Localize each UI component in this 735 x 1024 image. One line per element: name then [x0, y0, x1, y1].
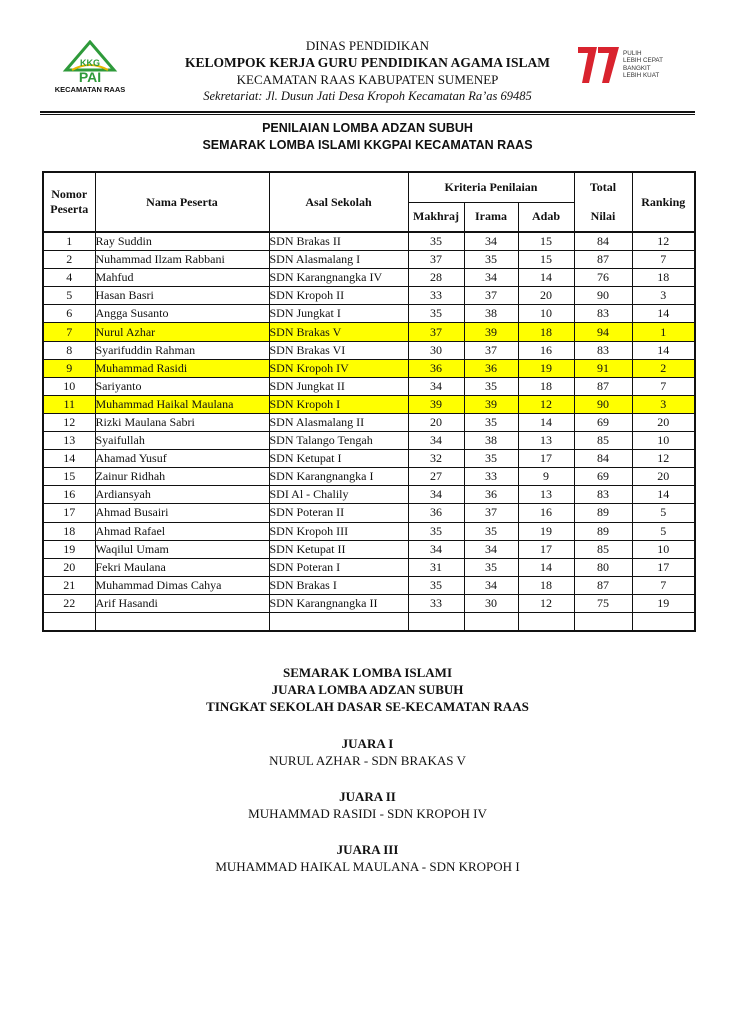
cell-asal: SDN Jungkat II [269, 377, 408, 395]
cell-makhraj: 35 [408, 576, 464, 594]
header-irama: Irama [464, 202, 518, 232]
logo-caption: KECAMATAN RAAS [54, 85, 126, 94]
cell-nomor: 12 [43, 413, 95, 431]
cell-adab: 18 [518, 576, 574, 594]
header-total: Total [574, 172, 632, 202]
juara-2-label: JUARA II [339, 789, 396, 804]
cell-nomor: 5 [43, 287, 95, 305]
cell-asal: SDN Karangnangka I [269, 468, 408, 486]
cell-nama: Muhammad Haikal Maulana [95, 395, 269, 413]
cell-irama: 39 [464, 395, 518, 413]
table-row [43, 413, 695, 431]
juara-3-name: MUHAMMAD HAIKAL MAULANA - SDN KROPOH I [215, 859, 520, 874]
cell-asal: SDI Al - Chalily [269, 486, 408, 504]
cell-total: 84 [574, 232, 632, 251]
table-row [43, 287, 695, 305]
table-row [43, 323, 695, 341]
cell-nomor: 17 [43, 504, 95, 522]
cell-makhraj: 31 [408, 558, 464, 576]
cell-adab: 16 [518, 341, 574, 359]
cell-total: 76 [574, 269, 632, 287]
number-77-icon [575, 43, 621, 87]
cell-irama: 34 [464, 232, 518, 251]
cell-total: 89 [574, 504, 632, 522]
empty-cell [43, 612, 95, 631]
cell-total: 87 [574, 576, 632, 594]
cell-ranking: 20 [632, 468, 695, 486]
juara-1-name: NURUL AZHAR - SDN BRAKAS V [269, 753, 466, 768]
cell-adab: 15 [518, 251, 574, 269]
cell-makhraj: 34 [408, 377, 464, 395]
cell-nama: Ahmad Busairi [95, 504, 269, 522]
cell-makhraj: 34 [408, 432, 464, 450]
letterhead [0, 0, 735, 112]
cell-irama: 38 [464, 432, 518, 450]
cell-adab: 14 [518, 413, 574, 431]
logo-pai-text: PAI [78, 69, 102, 85]
cell-nama: Mahfud [95, 269, 269, 287]
cell-ranking: 20 [632, 413, 695, 431]
table-row [43, 594, 695, 612]
results-line-2: JUARA LOMBA ADZAN SUBUH [271, 682, 464, 697]
cell-irama: 30 [464, 594, 518, 612]
cell-total: 89 [574, 522, 632, 540]
table-row [43, 486, 695, 504]
cell-ranking: 3 [632, 287, 695, 305]
cell-total: 87 [574, 251, 632, 269]
cell-asal: SDN Alasmalang I [269, 251, 408, 269]
cell-irama: 37 [464, 341, 518, 359]
cell-nama: Ahmad Rafael [95, 522, 269, 540]
cell-makhraj: 20 [408, 413, 464, 431]
cell-adab: 14 [518, 269, 574, 287]
header-ranking: Ranking [632, 172, 695, 232]
cell-nama: Ahamad Yusuf [95, 450, 269, 468]
cell-asal: SDN Poteran II [269, 504, 408, 522]
cell-makhraj: 33 [408, 594, 464, 612]
cell-ranking: 2 [632, 359, 695, 377]
empty-cell [464, 612, 518, 631]
table-row [43, 341, 695, 359]
cell-adab: 20 [518, 287, 574, 305]
logo-kkg-text: KKG [80, 58, 100, 68]
cell-adab: 13 [518, 432, 574, 450]
cell-makhraj: 36 [408, 359, 464, 377]
cell-adab: 15 [518, 232, 574, 251]
empty-cell [518, 612, 574, 631]
cell-asal: SDN Karangnangka IV [269, 269, 408, 287]
table-row [43, 251, 695, 269]
document-title [0, 120, 735, 154]
cell-nomor: 1 [43, 232, 95, 251]
hut-ri-77-logo [575, 43, 695, 87]
cell-makhraj: 35 [408, 522, 464, 540]
cell-adab: 18 [518, 323, 574, 341]
table-row [43, 540, 695, 558]
cell-nomor: 10 [43, 377, 95, 395]
cell-total: 90 [574, 395, 632, 413]
cell-irama: 36 [464, 486, 518, 504]
cell-ranking: 19 [632, 594, 695, 612]
header-nama-peserta: Nama Peserta [95, 172, 269, 232]
cell-nama: Nurul Azhar [95, 323, 269, 341]
cell-nama: Hasan Basri [95, 287, 269, 305]
cell-nomor: 15 [43, 468, 95, 486]
table-row [43, 450, 695, 468]
cell-makhraj: 34 [408, 486, 464, 504]
cell-makhraj: 36 [408, 504, 464, 522]
cell-irama: 35 [464, 413, 518, 431]
header-nomor-peserta: Nomor Peserta [43, 172, 95, 232]
cell-nomor: 22 [43, 594, 95, 612]
cell-asal: SDN Kropoh I [269, 395, 408, 413]
cell-asal: SDN Ketupat I [269, 450, 408, 468]
table-row [43, 558, 695, 576]
table-row [43, 468, 695, 486]
cell-asal: SDN Talango Tengah [269, 432, 408, 450]
cell-total: 87 [574, 377, 632, 395]
cell-nama: Muhammad Rasidi [95, 359, 269, 377]
cell-irama: 35 [464, 450, 518, 468]
juara-3-label: JUARA III [336, 842, 399, 857]
cell-nama: Waqilul Umam [95, 540, 269, 558]
cell-asal: SDN Brakas I [269, 576, 408, 594]
cell-total: 69 [574, 468, 632, 486]
table-row [43, 305, 695, 323]
cell-irama: 37 [464, 287, 518, 305]
cell-total: 94 [574, 323, 632, 341]
cell-ranking: 10 [632, 432, 695, 450]
cell-irama: 34 [464, 269, 518, 287]
header-kriteria-penilaian: Kriteria Penilaian [408, 172, 574, 202]
cell-makhraj: 37 [408, 251, 464, 269]
cell-nama: Ray Suddin [95, 232, 269, 251]
cell-nomor: 8 [43, 341, 95, 359]
cell-makhraj: 27 [408, 468, 464, 486]
cell-total: 84 [574, 450, 632, 468]
empty-row [43, 612, 695, 631]
header-asal-sekolah: Asal Sekolah [269, 172, 408, 232]
juara-1-label: JUARA I [341, 736, 394, 751]
cell-nama: Ardiansyah [95, 486, 269, 504]
cell-adab: 10 [518, 305, 574, 323]
cell-asal: SDN Brakas V [269, 323, 408, 341]
cell-makhraj: 28 [408, 269, 464, 287]
logo-tag-2: LEBIH CEPAT [623, 57, 664, 64]
cell-total: 83 [574, 305, 632, 323]
cell-nama: Syarifuddin Rahman [95, 341, 269, 359]
cell-asal: SDN Ketupat II [269, 540, 408, 558]
cell-nomor: 9 [43, 359, 95, 377]
cell-ranking: 17 [632, 558, 695, 576]
cell-nomor: 11 [43, 395, 95, 413]
cell-adab: 19 [518, 522, 574, 540]
header-divider [40, 111, 695, 113]
cell-irama: 34 [464, 576, 518, 594]
logo-tag-1: PULIH [623, 50, 642, 57]
table-row [43, 576, 695, 594]
header-line-2: KELOMPOK KERJA GURU PENDIDIKAN AGAMA ISLAM [185, 55, 550, 70]
cell-asal: SDN Kropoh II [269, 287, 408, 305]
cell-irama: 35 [464, 558, 518, 576]
cell-nama: Fekri Maulana [95, 558, 269, 576]
cell-adab: 14 [518, 558, 574, 576]
title-line-2: SEMARAK LOMBA ISLAMI KKGPAI KECAMATAN RAAS [202, 138, 533, 152]
cell-irama: 33 [464, 468, 518, 486]
cell-nama: Zainur Ridhah [95, 468, 269, 486]
cell-nama: Arif Hasandi [95, 594, 269, 612]
cell-adab: 16 [518, 504, 574, 522]
empty-cell [408, 612, 464, 631]
cell-adab: 17 [518, 540, 574, 558]
cell-ranking: 14 [632, 486, 695, 504]
cell-makhraj: 35 [408, 305, 464, 323]
score-table-body [43, 232, 695, 631]
header-adab: Adab [518, 202, 574, 232]
logo-tag-3: BANGKIT [623, 65, 651, 72]
cell-adab: 12 [518, 395, 574, 413]
cell-asal: SDN Karangnangka II [269, 594, 408, 612]
cell-nomor: 7 [43, 323, 95, 341]
cell-makhraj: 37 [408, 323, 464, 341]
cell-nama: Angga Susanto [95, 305, 269, 323]
cell-asal: SDN Kropoh IV [269, 359, 408, 377]
cell-asal: SDN Jungkat I [269, 305, 408, 323]
cell-asal: SDN Kropoh III [269, 522, 408, 540]
cell-nomor: 4 [43, 269, 95, 287]
cell-asal: SDN Poteran I [269, 558, 408, 576]
cell-adab: 12 [518, 594, 574, 612]
cell-nomor: 18 [43, 522, 95, 540]
table-row [43, 522, 695, 540]
cell-total: 85 [574, 540, 632, 558]
cell-nama: Nuhammad Ilzam Rabbani [95, 251, 269, 269]
cell-total: 83 [574, 341, 632, 359]
cell-adab: 17 [518, 450, 574, 468]
cell-makhraj: 39 [408, 395, 464, 413]
table-row [43, 432, 695, 450]
header-line-3: KECAMATAN RAAS KABUPATEN SUMENEP [236, 72, 499, 87]
cell-irama: 35 [464, 522, 518, 540]
cell-makhraj: 35 [408, 232, 464, 251]
logo-tag-4: LEBIH KUAT [623, 72, 660, 79]
cell-asal: SDN Brakas VI [269, 341, 408, 359]
cell-irama: 39 [464, 323, 518, 341]
juara-2-name: MUHAMMAD RASIDI - SDN KROPOH IV [248, 806, 487, 821]
cell-ranking: 14 [632, 305, 695, 323]
empty-cell [269, 612, 408, 631]
cell-ranking: 1 [632, 323, 695, 341]
cell-adab: 13 [518, 486, 574, 504]
table-row [43, 232, 695, 251]
cell-irama: 37 [464, 504, 518, 522]
cell-nomor: 19 [43, 540, 95, 558]
header-nilai: Nilai [574, 202, 632, 232]
cell-nama: Muhammad Dimas Cahya [95, 576, 269, 594]
cell-irama: 36 [464, 359, 518, 377]
cell-adab: 9 [518, 468, 574, 486]
cell-ranking: 14 [632, 341, 695, 359]
title-line-1: PENILAIAN LOMBA ADZAN SUBUH [262, 121, 473, 135]
cell-nama: Syaifullah [95, 432, 269, 450]
cell-ranking: 18 [632, 269, 695, 287]
header-address: Sekretariat: Jl. Dusun Jati Desa Kropoh Kecamatan Ra’as 69485 [203, 89, 532, 103]
cell-ranking: 12 [632, 232, 695, 251]
cell-nama: Sariyanto [95, 377, 269, 395]
cell-adab: 19 [518, 359, 574, 377]
cell-asal: SDN Alasmalang II [269, 413, 408, 431]
header-divider-thin [40, 114, 695, 115]
cell-asal: SDN Brakas II [269, 232, 408, 251]
cell-total: 83 [574, 486, 632, 504]
header-line-1: DINAS PENDIDIKAN [305, 38, 430, 53]
winners-announcement [0, 664, 735, 875]
cell-makhraj: 34 [408, 540, 464, 558]
cell-total: 85 [574, 432, 632, 450]
cell-ranking: 7 [632, 576, 695, 594]
results-line-1: SEMARAK LOMBA ISLAMI [282, 665, 453, 680]
cell-ranking: 7 [632, 377, 695, 395]
letterhead-text [140, 37, 595, 105]
cell-total: 90 [574, 287, 632, 305]
cell-total: 91 [574, 359, 632, 377]
cell-nomor: 13 [43, 432, 95, 450]
cell-irama: 35 [464, 377, 518, 395]
header-makhraj: Makhraj [408, 202, 464, 232]
cell-nomor: 6 [43, 305, 95, 323]
table-row [43, 359, 695, 377]
cell-nomor: 14 [43, 450, 95, 468]
cell-nomor: 20 [43, 558, 95, 576]
cell-makhraj: 33 [408, 287, 464, 305]
cell-ranking: 3 [632, 395, 695, 413]
score-table [42, 171, 696, 632]
cell-irama: 38 [464, 305, 518, 323]
cell-total: 75 [574, 594, 632, 612]
table-row [43, 395, 695, 413]
cell-total: 69 [574, 413, 632, 431]
cell-nama: Rizki Maulana Sabri [95, 413, 269, 431]
empty-cell [632, 612, 695, 631]
cell-nomor: 16 [43, 486, 95, 504]
cell-total: 80 [574, 558, 632, 576]
cell-irama: 35 [464, 251, 518, 269]
kkg-pai-logo [50, 40, 130, 98]
cell-ranking: 5 [632, 522, 695, 540]
cell-ranking: 10 [632, 540, 695, 558]
table-row [43, 377, 695, 395]
cell-irama: 34 [464, 540, 518, 558]
cell-ranking: 5 [632, 504, 695, 522]
results-line-3: TINGKAT SEKOLAH DASAR SE-KECAMATAN RAAS [206, 699, 529, 714]
empty-cell [574, 612, 632, 631]
cell-ranking: 7 [632, 251, 695, 269]
cell-adab: 18 [518, 377, 574, 395]
cell-nomor: 2 [43, 251, 95, 269]
cell-ranking: 12 [632, 450, 695, 468]
cell-makhraj: 32 [408, 450, 464, 468]
empty-cell [95, 612, 269, 631]
table-row [43, 504, 695, 522]
table-row [43, 269, 695, 287]
cell-makhraj: 30 [408, 341, 464, 359]
cell-nomor: 21 [43, 576, 95, 594]
